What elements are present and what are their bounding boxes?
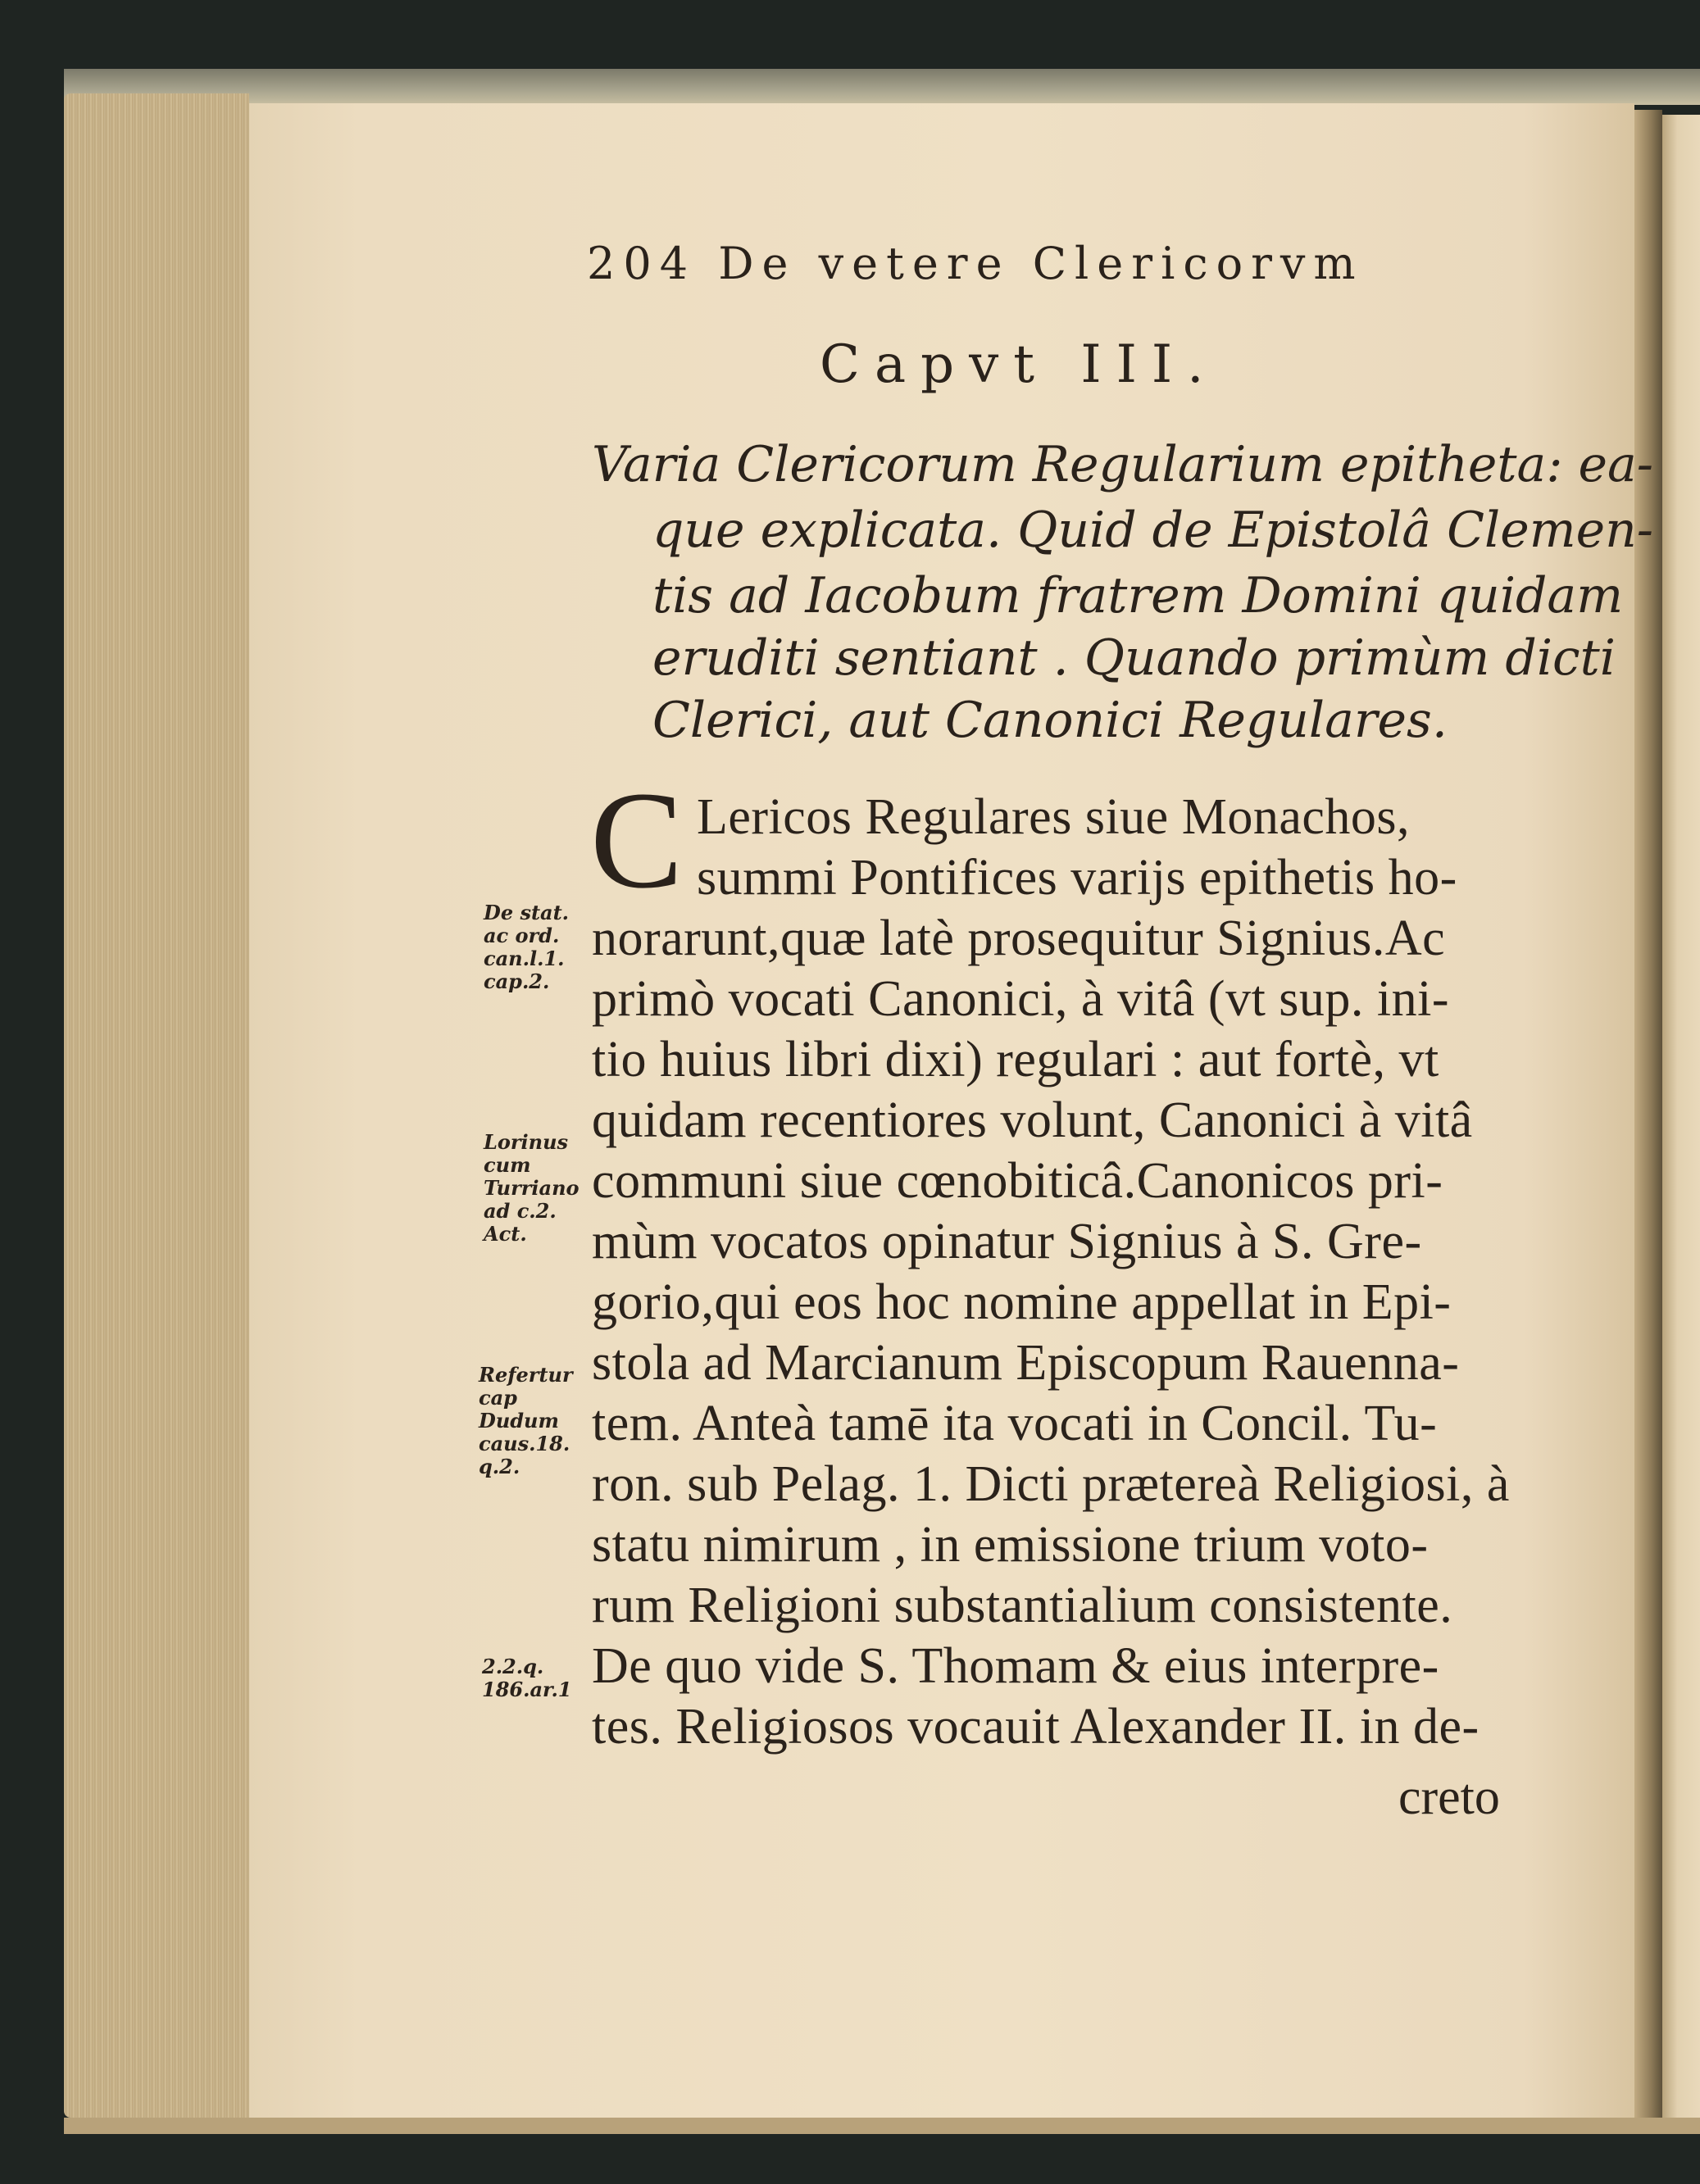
body-line: gorio,qui eos hoc nomine appellat in Epi- [592,1274,1452,1330]
body-line: rum Religioni substantialium consistente. [592,1578,1453,1633]
body-line: mùm vocatos opinatur Signius à S. Gre- [592,1214,1422,1269]
summary-line: eruditi sentiant . Quando primùm dicti [652,629,1616,687]
body-line: Lericos Regulares siue Monachos, [697,789,1410,845]
body-line: norarunt,quæ latè prosequitur Signius.Ac [592,910,1446,966]
body-line: tio huius libri dixi) regulari : aut fortè, vt [592,1032,1439,1087]
body-line: quidam recentiores volunt, Canonici à vitâ [592,1092,1473,1148]
book-gutter [1634,110,1662,2134]
summary-line: tis ad Iacobum fratrem Domini quidam [652,567,1624,624]
book-bottom-edge [64,2118,1700,2134]
summary-line: que explicata. Quid de Epistolâ Clemen- [652,502,1654,559]
margin-note: 2.2.q. 186.ar.1 [482,1655,572,1701]
body-line: communi siue cœnobiticâ.Canonicos pri- [592,1153,1443,1209]
body-line: ron. sub Pelag. 1. Dicti prætereà Religiosi, à [592,1456,1510,1512]
body-line: stola ad Marcianum Episcopum Rauenna- [592,1335,1460,1391]
running-head: 204 De vetere Clericorvm [587,238,1364,289]
book-cover-edge [64,69,1700,105]
margin-note: Lorinus cum Turriano ad c.2. Act. [484,1130,580,1246]
margin-note: De stat. ac ord. can.l.1. cap.2. [484,901,570,993]
catchword: creto [1398,1769,1500,1825]
body-line: primò vocati Canonici, à vitâ (vt sup. ini- [592,971,1450,1027]
body-line: summi Pontifices varijs epithetis ho- [697,850,1457,906]
chapter-title: Capvt III. [820,334,1219,395]
body-line: tem. Anteà tamē ita vocati in Concil. Tu- [592,1396,1438,1451]
margin-note: Refertur cap Dudum caus.18. q.2. [479,1363,573,1478]
body-line: statu nimirum , in emissione trium voto- [592,1517,1429,1573]
facing-page-edge [1662,115,1700,2134]
summary-line: Varia Clericorum Regularium epitheta: ea- [592,436,1654,493]
page-edges [64,93,249,2118]
drop-cap: C [590,763,684,917]
summary-line: Clerici, aut Canonici Regulares. [652,692,1448,749]
body-line: tes. Religiosos vocauit Alexander II. in de- [592,1699,1480,1755]
body-line: De quo vide S. Thomam & eius interpre- [592,1638,1439,1694]
